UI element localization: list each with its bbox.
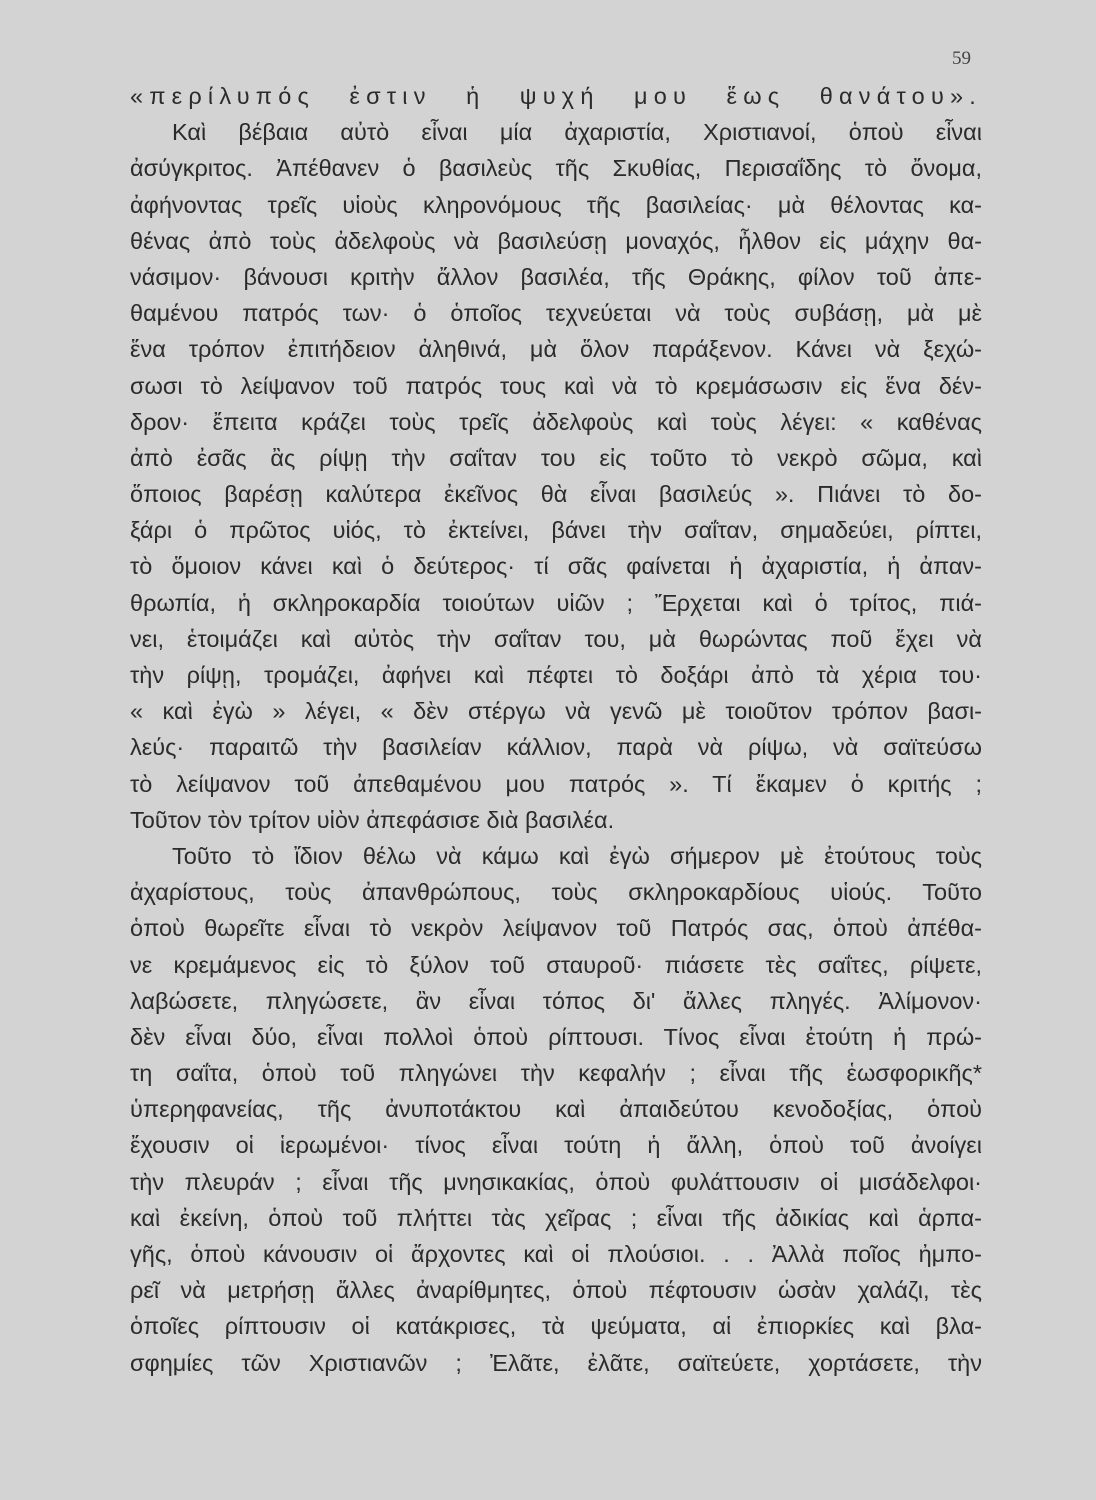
text-line: τὴν ρίψῃ, τρομάζει, ἀφήνει καὶ πέφτει τὸ δοξάρι ἀπὸ τὰ χέρια του· — [130, 662, 982, 688]
text-line: ἀπὸ ἐσᾶς ἂς ρίψῃ τὴν σαΐταν του εἰς τοῦτο τὸ νεκρὸ σῶμα, καὶ — [130, 444, 982, 471]
text-line: ἀσύγκριτος. Ἀπέθανεν ὁ βασιλεὺς τῆς Σκυθίας, Περισαΐδης τὸ ὄνομα, — [130, 155, 982, 182]
text-line: σωσι τὸ λείψανον τοῦ πατρός τους καὶ νὰ τὸ κρεμάσωσιν εἰς ἕνα δέν- — [130, 372, 982, 399]
text-line: θαμένου πατρός των· ὁ ὁποῖος τεχνεύεται νὰ τοὺς συβάσῃ, μὰ μὲ — [130, 300, 982, 327]
text-line: θρωπία, ἡ σκληροκαρδία τοιούτων υἱῶν ; Ἔρχεται καὶ ὁ τρίτος, πιά- — [130, 589, 982, 616]
text-line: « καὶ ἐγὼ » λέγει, « δὲν στέργω νὰ γενῶ μὲ τοιοῦτον τρόπον βασι- — [130, 698, 982, 725]
text-line: θένας ἀπὸ τοὺς ἀδελφοὺς νὰ βασιλεύσῃ μοναχός, ἦλθον εἰς μάχην θα- — [130, 227, 982, 254]
text-line: Τοῦτον τὸν τρίτον υἱὸν ἀπεφάσισε διὰ βασιλέα. — [130, 806, 615, 833]
text-line: νάσιμον· βάνουσι κριτὴν ἄλλον βασιλέα, τῆς Θράκης, φίλον τοῦ ἀπε- — [130, 263, 982, 290]
text-line: νε κρεμάμενος εἰς τὸ ξύλον τοῦ σταυροῦ· πιάσετε τὲς σαΐτες, ρίψετε, — [130, 951, 982, 978]
text-line: νει, ἑτοιμάζει καὶ αὐτὸς τὴν σαΐταν του, μὰ θωρώντας ποῦ ἔχει νὰ — [130, 625, 982, 652]
text-line: τὸ ὅμοιον κάνει καὶ ὁ δεύτερος· τί σᾶς φαίνεται ἡ ἀχαριστία, ἡ ἀπαν- — [130, 553, 982, 580]
text-line: γῆς, ὁποὺ κάνουσιν οἱ ἄρχοντες καὶ οἱ πλούσιοι. . . Ἀλλὰ ποῖος ἠμπο- — [130, 1241, 982, 1267]
text-line: Καὶ βέβαια αὐτὸ εἶναι μία ἀχαριστία, Χριστιανοί, ὁποὺ εἶναι — [172, 119, 982, 146]
body-text — [130, 78, 982, 1381]
text-line: ὑπερηφανείας, τῆς ἀνυποτάκτου καὶ ἀπαιδεύτου κενοδοξίας, ὁποὺ — [130, 1096, 982, 1123]
text-line: Τοῦτο τὸ ἴδιον θέλω νὰ κάμω καὶ ἐγὼ σήμερον μὲ ἐτούτους τοὺς — [172, 842, 982, 869]
text-line: δρον· ἔπειτα κράζει τοὺς τρεῖς ἀδελφοὺς καὶ τοὺς λέγει: « καθένας — [130, 408, 982, 435]
text-line: σφημίες τῶν Χριστιανῶν ; Ἐλᾶτε, ἐλᾶτε, σαϊτεύετε, χορτάσετε, τὴν — [130, 1349, 982, 1376]
text-line: ὁποὺ θωρεῖτε εἶναι τὸ νεκρὸν λείψανον τοῦ Πατρός σας, ὁποὺ ἀπέθα- — [130, 915, 982, 942]
text-line: ξάρι ὁ πρῶτος υἱός, τὸ ἐκτείνει, βάνει τὴν σαΐταν, σημαδεύει, ρίπτει, — [130, 517, 982, 544]
text-line: ἕνα τρόπον ἐπιτήδειον ἀληθινά, μὰ ὅλον παράξενον. Κάνει νὰ ξεχώ- — [130, 336, 982, 363]
page-number: 59 — [952, 48, 971, 69]
text-line: λεύς· παραιτῶ τὴν βασιλείαν κάλλιον, παρὰ νὰ ρίψω, νὰ σαϊτεύσω — [130, 734, 982, 761]
text-line: τη σαΐτα, ὁποὺ τοῦ πληγώνει τὴν κεφαλήν ; εἶναι τῆς ἑωσφορικῆς* — [130, 1060, 982, 1087]
text-line: τὸ λείψανον τοῦ ἀπεθαμένου μου πατρός ». Τί ἔκαμεν ὁ κριτής ; — [130, 770, 982, 797]
text-line: λαβώσετε, πληγώσετε, ἂν εἶναι τόπος δι' ἄλλες πληγές. Ἀλίμονον· — [130, 987, 982, 1014]
text-line: ὅποιος βαρέσῃ καλύτερα ἐκεῖνος θὰ εἶναι βασιλεύς ». Πιάνει τὸ δο- — [130, 481, 982, 508]
text-line: ἔχουσιν οἱ ἱερωμένοι· τίνος εἶναι τούτη ἡ ἄλλη, ὁποὺ τοῦ ἀνοίγει — [130, 1132, 982, 1159]
text-line: ρεῖ νὰ μετρήσῃ ἄλλες ἀναρίθμητες, ὁποὺ πέφτουσιν ὡσὰν χαλάζι, τὲς — [130, 1277, 982, 1304]
text-line: δὲν εἶναι δύο, εἶναι πολλοὶ ὁποὺ ρίπτουσι. Τίνος εἶναι ἐτούτη ἡ πρώ- — [130, 1023, 982, 1050]
text-line: καὶ ἐκείνη, ὁποὺ τοῦ πλήττει τὰς χεῖρας ; εἶναι τῆς ἀδικίας καὶ ἁρπα- — [130, 1204, 982, 1231]
text-line: ἀχαρίστους, τοὺς ἀπανθρώπους, τοὺς σκληροκαρδίους υἱούς. Τοῦτο — [130, 879, 982, 906]
quote-line: «περίλυπός ἐστιν ἡ ψυχή μου ἕως θανάτου». — [130, 83, 982, 109]
text-line: τὴν πλευράν ; εἶναι τῆς μνησικακίας, ὁποὺ φυλάττουσιν οἱ μισάδελφοι· — [130, 1168, 982, 1195]
text-line: ἀφήνοντας τρεῖς υἱοὺς κληρονόμους τῆς βασιλείας· μὰ θέλοντας κα- — [130, 191, 982, 218]
text-line: ὁποῖες ρίπτουσιν οἱ κατάκρισες, τὰ ψεύματα, αἱ ἐπιορκίες καὶ βλα- — [130, 1313, 982, 1340]
